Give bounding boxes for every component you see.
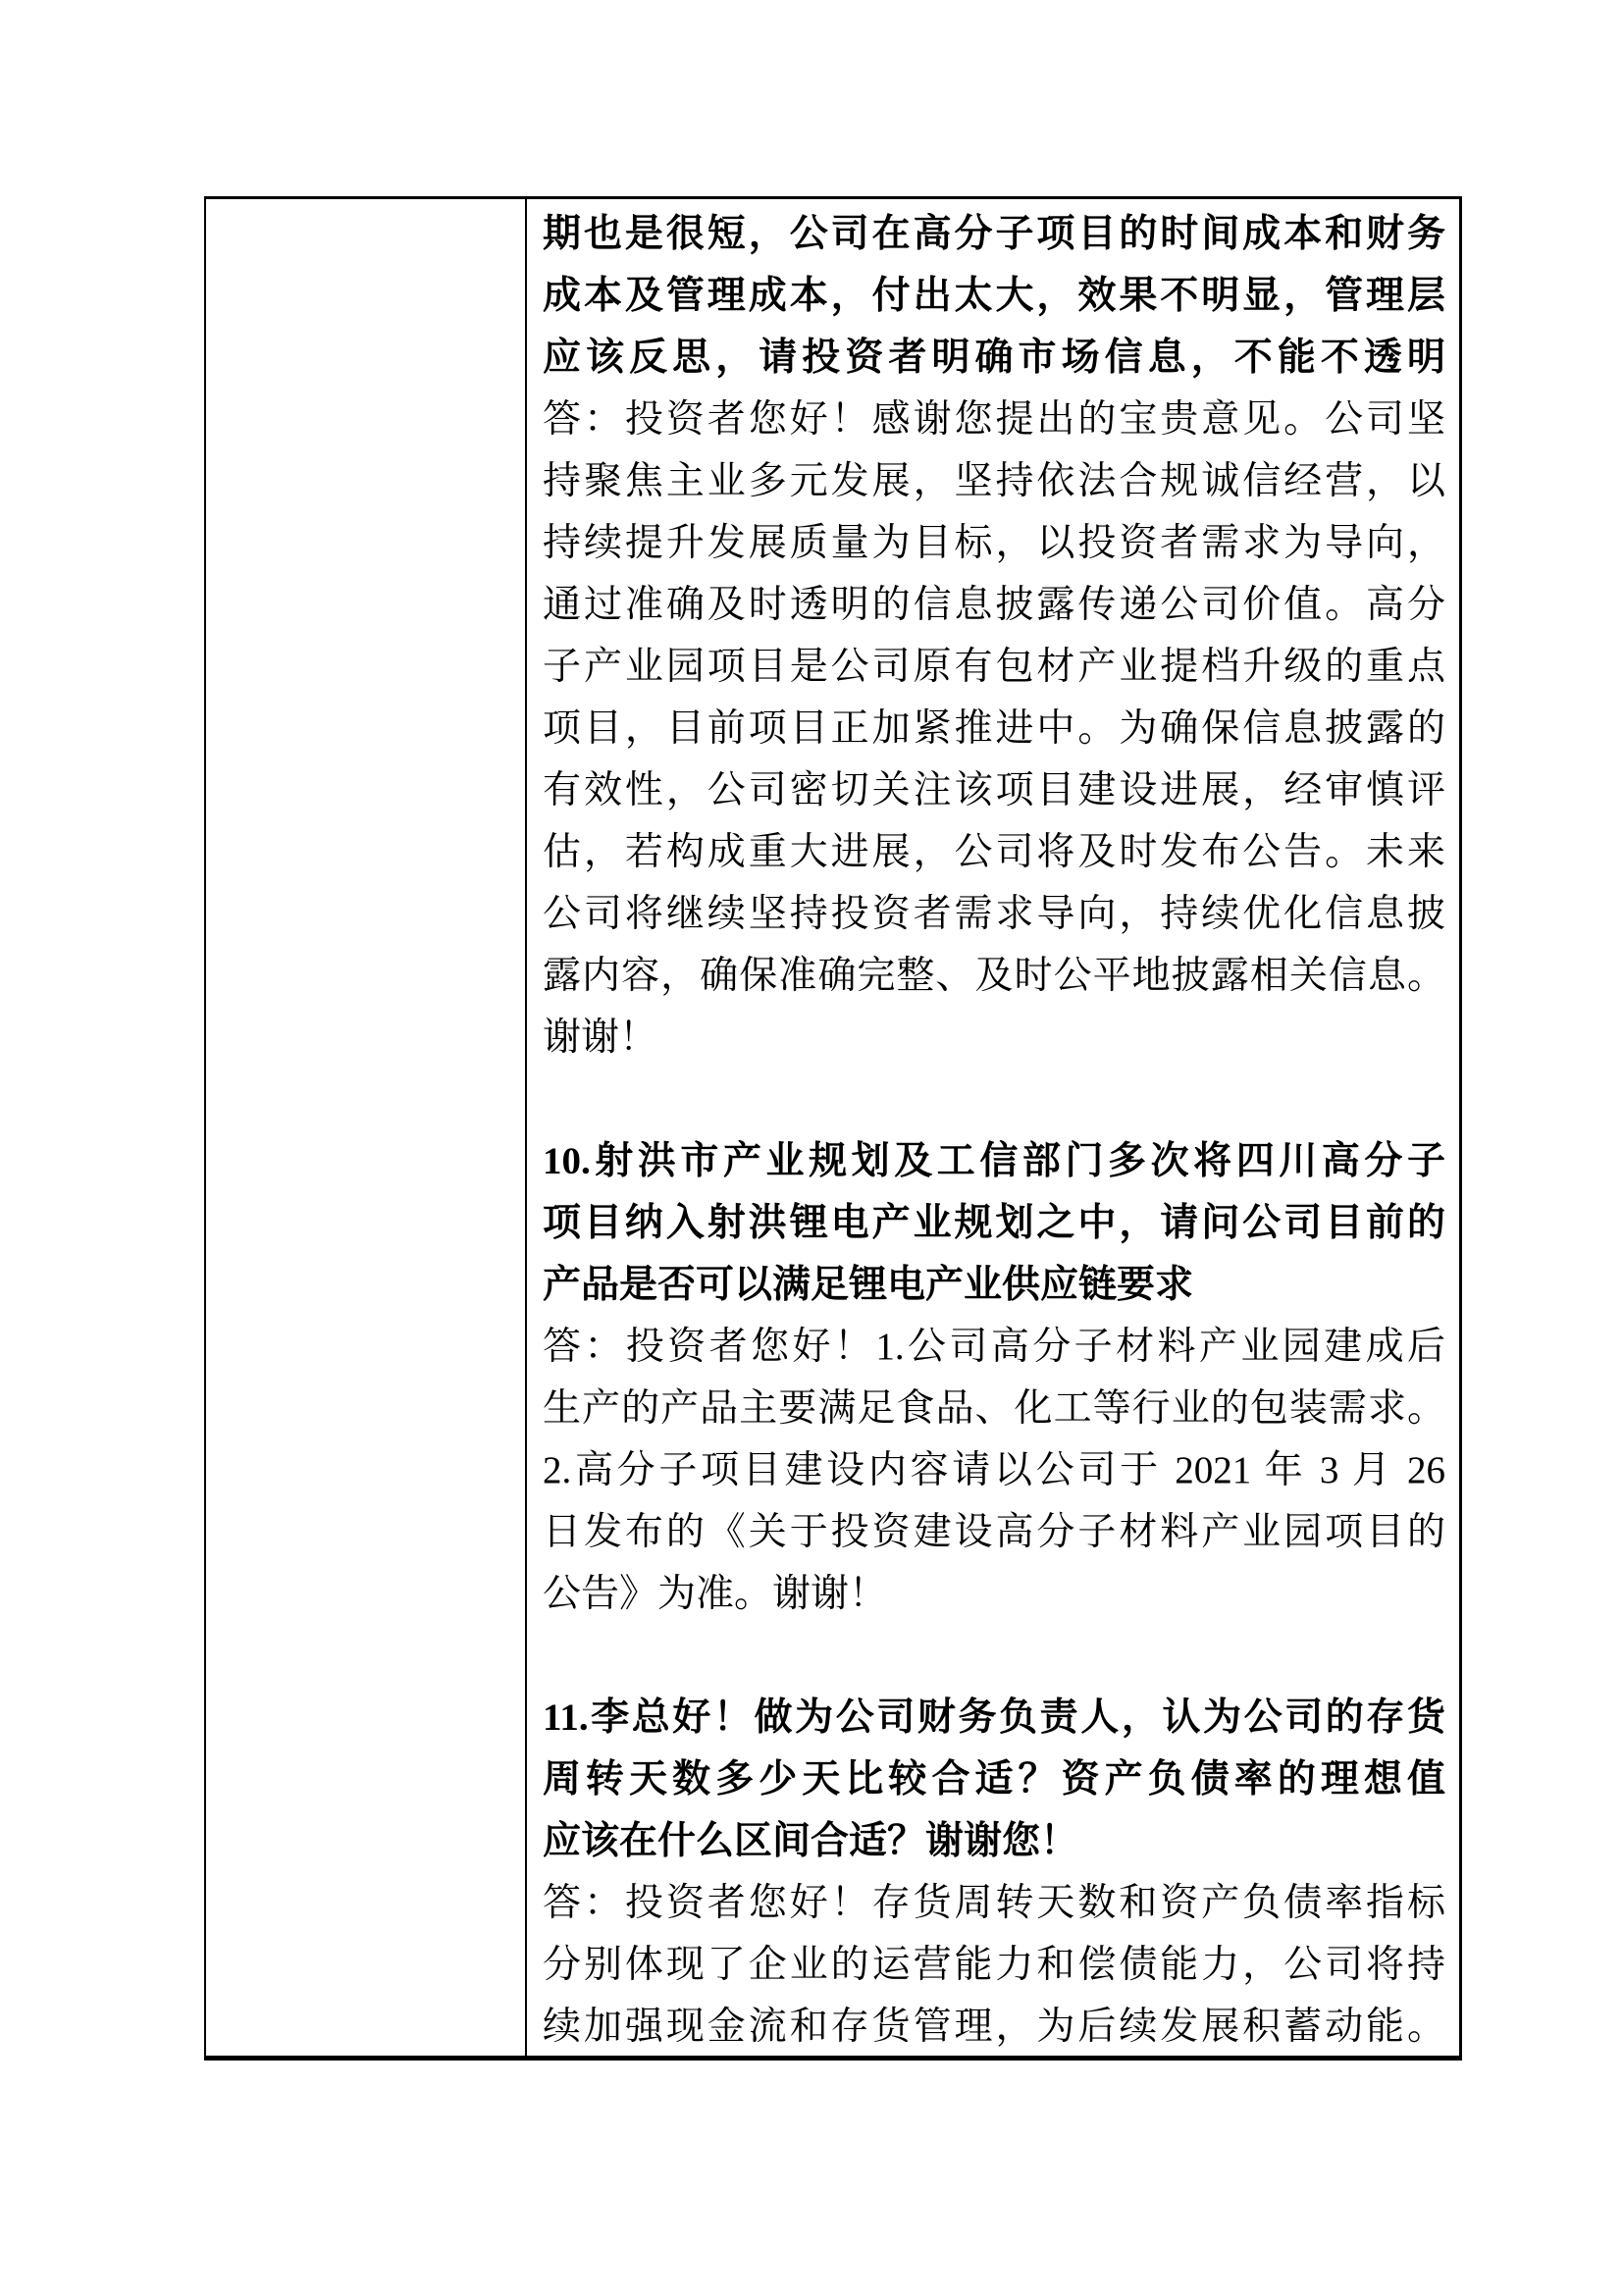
spacer-line — [543, 1069, 1445, 1130]
answer-line: 2.高分子项目建设内容请以公司于 2021 年 3 月 26 — [543, 1449, 1445, 1491]
question-line: 期也是很短，公司在高分子项目的时间成本和财务 — [543, 213, 1445, 255]
answer-line: 露内容，确保准确完整、及时公平地披露相关信息。 — [543, 955, 1445, 997]
qa-content-cell — [527, 199, 1459, 2056]
question-line: 11.李总好！做为公司财务负责人，认为公司的存货 — [543, 1696, 1445, 1739]
question-line: 应该反思，请投资者明确市场信息，不能不透明 — [543, 337, 1445, 379]
answer-line: 谢谢！ — [543, 1017, 658, 1059]
spacer-line — [543, 1625, 1445, 1687]
answer-line: 答：投资者您好！感谢您提出的宝贵意见。公司坚 — [543, 398, 1445, 441]
answer-line: 持聚焦主业多元发展，坚持依法合规诚信经营，以 — [543, 460, 1445, 502]
answer-line: 公告》为准。谢谢！ — [543, 1573, 888, 1615]
question-line: 项目纳入射洪锂电产业规划之中，请问公司目前的 — [543, 1202, 1445, 1244]
answer-line: 通过准确及时透明的信息披露传递公司价值。高分 — [543, 584, 1445, 626]
answer-line: 估，若构成重大进展，公司将及时发布公告。未来 — [543, 831, 1445, 873]
answer-line: 续加强现金流和存货管理，为后续发展积蓄动能。 — [543, 2006, 1445, 2048]
answer-line: 公司将继续坚持投资者需求导向，持续优化信息披 — [543, 893, 1445, 935]
answer-line: 日发布的《关于投资建设高分子材料产业园项目的 — [543, 1511, 1445, 1553]
answer-line: 生产的产品主要满足食品、化工等行业的包装需求。 — [543, 1387, 1445, 1430]
answer-line: 项目，目前项目正加紧推进中。为确保信息披露的 — [543, 707, 1445, 750]
question-line: 成本及管理成本，付出太大，效果不明显，管理层 — [543, 275, 1445, 317]
question-line: 10.射洪市产业规划及工信部门多次将四川高分子 — [543, 1140, 1445, 1182]
question-line: 应该在什么区间合适？谢谢您！ — [543, 1820, 1079, 1862]
question-line: 周转天数多少天比较合适？资产负债率的理想值 — [543, 1758, 1445, 1800]
question-line: 产品是否可以满足锂电产业供应链要求 — [543, 1264, 1194, 1306]
answer-line: 持续提升发展质量为目标，以投资者需求为导向， — [543, 522, 1445, 564]
answer-line: 子产业园项目是公司原有包材产业提档升级的重点 — [543, 646, 1445, 688]
empty-left-cell — [206, 199, 527, 2056]
answer-line: 有效性，公司密切关注该项目建设进展，经审慎评 — [543, 769, 1445, 811]
answer-line: 分别体现了企业的运营能力和偿债能力，公司将持 — [543, 1944, 1445, 1986]
answer-line: 答：投资者您好！1.公司高分子材料产业园建成后 — [543, 1326, 1445, 1368]
answer-line: 答：投资者您好！存货周转天数和资产负债率指标 — [543, 1882, 1445, 1924]
qa-table — [204, 196, 1462, 2061]
